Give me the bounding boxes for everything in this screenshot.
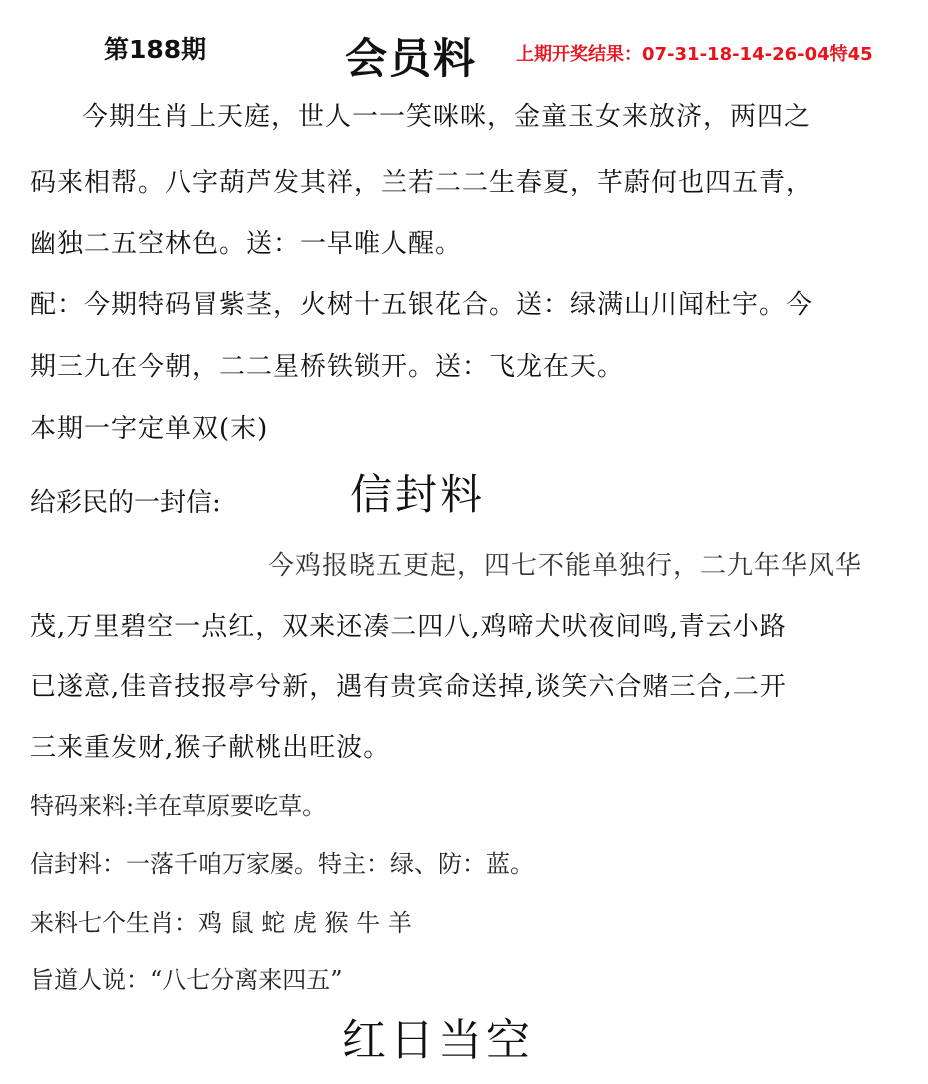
- member-line-4: 配：今期特码冒紫茎，火树十五银花合。送：绿满山川闻杜宇。今: [30, 290, 814, 320]
- letter-line-4: 三来重发财,猴子献桃出旺波。: [30, 733, 391, 763]
- member-line-5: 期三九在今朝，二二星桥铁锁开。送：飞龙在天。: [30, 352, 625, 382]
- letter-line-6: 信封料：一落千咱万家屡。特主：绿、防：蓝。: [30, 850, 534, 878]
- footer-title: 红日当空: [342, 1015, 534, 1066]
- letter-line-1: 今鸡报晓五更起，四七不能单独行，二九年华风华: [268, 551, 863, 581]
- member-line-3: 幽独二五空林色。送：一早唯人醒。: [30, 229, 463, 259]
- member-line-1: 今期生肖上天庭，世人一一笑咪咪，金童玉女来放济，两四之: [82, 102, 812, 132]
- letter-label: 给彩民的一封信:: [30, 488, 221, 518]
- letter-line-2: 茂,万里碧空一点红，双来还凑二四八,鸡啼犬吠夜间鸣,青云小路: [30, 612, 787, 642]
- letter-line-3: 已遂意,佳音技报亭兮新，遇有贵宾命送掉,谈笑六合赌三合,二开: [30, 672, 787, 702]
- letter-title: 信封料: [350, 470, 486, 519]
- issue-number: 第188期: [104, 35, 207, 64]
- member-line-2: 码来相帮。八字葫芦发其祥，兰若二二生春夏，芊蔚何也四五青，: [30, 168, 814, 198]
- last-draw-result: 上期开奖结果：07-31-18-14-26-04特45: [516, 44, 873, 65]
- letter-line-5: 特码来料:羊在草原要吃草。: [30, 792, 327, 820]
- member-line-6: 本期一字定单双(末): [30, 414, 269, 444]
- letter-line-7: 来料七个生肖：鸡 鼠 蛇 虎 猴 牛 羊: [30, 909, 412, 937]
- page-title: 会员料: [345, 34, 478, 83]
- letter-line-8: 旨道人说：“八七分离来四五”: [30, 966, 343, 994]
